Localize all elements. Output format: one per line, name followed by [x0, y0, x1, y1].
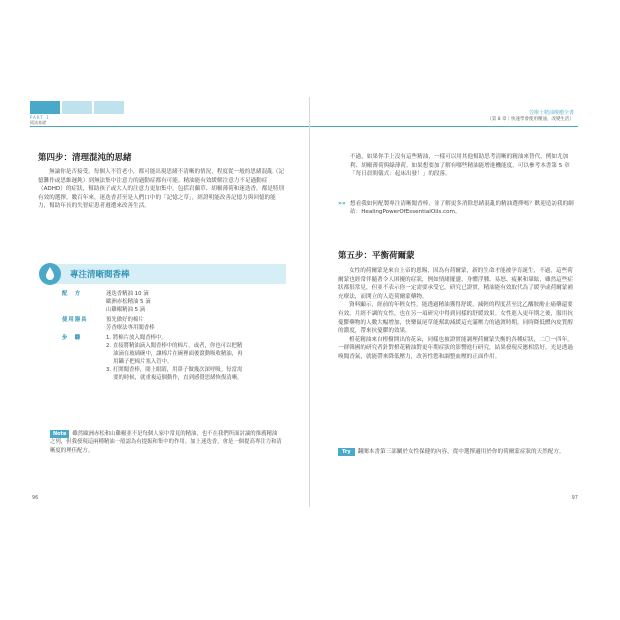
body-paragraph: 無論你是否接受，每個人不管老小，都可能出現思緒不清晰的情況，程度從一般的思緒混亂（記憶難作或思維遲鈍）到無法集中注意力的過動症都有可能。精油能有效緩解注意力不足過動症（ADHD）的症狀，幫助孩子或大人的注意力更加集中，包括岩蘭草、胡椒薄荷和迷迭香，都是特別有效的選擇。數百年來，迷迭香甚至是人們口中的「記憶之草」，經證明能改善記憶力與回憶的能力，幫助年長的失智症患者週遭來改善生活。 [38, 169, 284, 210]
formula-label: 配 方 [62, 291, 82, 297]
left-page [18, 97, 310, 507]
try-text: 翻閱本書第三部關於女性保健的內容，從中選擇適用於你的荷爾蒙症狀的天然配方。 [357, 449, 565, 455]
formula-item: 迷迭香精油 10 滴 [106, 291, 149, 297]
page-number: 97 [571, 495, 578, 501]
section-title: 第四步：清理混沌的思緒 [38, 153, 132, 163]
header-rule [30, 126, 309, 127]
recipe-title: 專注清晰閱香棒 [70, 270, 130, 280]
left-main-content [38, 151, 284, 211]
step-line: 2. 直接將精油滴入聞香棒中的棉片。或者，你也可以把精 [106, 343, 243, 349]
step-line: 用鑷子把棉片塞入管中。 [106, 359, 173, 365]
note-box [50, 430, 282, 455]
tip-block [338, 200, 578, 216]
right-section [338, 249, 578, 362]
recipe-title-bar [38, 264, 286, 284]
body-paragraph: 資料顯示，經前的年輕女性，能透過精油獲得舒緩，減輕的程度甚至比乙醯胺酚止痛藥還要有效。月經不調的女性，也在另一項研究中得到同樣的舒緩效果。女性進入更年期之後，服用抗憂鬱藥物的人數大幅增加，快樂鼠尾草能幫助減緩這充滿壓力的過渡時期，同時降低體內皮質醇的濃度，帶來抗憂鬱的效果。 [338, 302, 573, 335]
part-tab-active [30, 101, 60, 114]
recipe-block [62, 290, 284, 384]
formula-item: 山雞椒精油 5 滴 [106, 307, 146, 313]
tool-item: 芳香療法專用聞香棒 [106, 325, 155, 331]
steps-label: 步 驟 [62, 335, 82, 341]
step-line: 3. 打開聞香棒，閉上眼睛，用鼻子做幾次深呼吸。每當需 [106, 367, 243, 373]
formula-item: 歐洲赤松精油 5 滴 [106, 299, 151, 305]
running-head-title: 芳療士精油療癒全書 [528, 110, 574, 116]
tools-label: 使用器具 [62, 317, 88, 323]
header-rule [310, 126, 578, 127]
section-title: 第五步：平衡荷爾蒙 [338, 251, 415, 261]
part-label: PART 1 [30, 115, 50, 120]
try-box [338, 448, 578, 456]
try-badge: Try [338, 448, 355, 456]
recipe-formula [62, 290, 284, 314]
recipe-tools [62, 316, 284, 332]
page-number: 96 [32, 495, 39, 501]
step-line: 油滴在玻璃碗中，讓棉片在碗裡面後滾動吸收精油，再 [106, 351, 243, 357]
note-badge: Note [50, 430, 69, 438]
running-head-subtitle: （第 8 章｜快速學會使用精油，改變生活） [487, 117, 574, 122]
step-line: 要的時候，就重複這個動作，直到感覺思緒恢復清晰。 [106, 375, 243, 381]
part-subtitle: 精油基礎 [30, 120, 46, 125]
recipe-steps [62, 334, 284, 382]
tool-item: 預先做好的棉片 [106, 317, 144, 323]
part-tabs [30, 101, 124, 114]
body-paragraph: 不過，如果你手上沒有這些精油，一樣可以用其他幫助思考清晰的精油來替代，例如尤加利、胡椒薄荷與綠薄荷。如果想要加了解有哪些精油能增進機能度，可以參考本書第 5 章「每日晨間儀式：起床出發！」的段落。 [350, 154, 570, 178]
right-page [310, 97, 602, 507]
drop-icon [38, 262, 62, 286]
book-spread [18, 97, 602, 507]
tip-text: 想看我如何配製專注清晰聞香棒，並了解更多消除思緒混亂的精油選擇嗎？歡迎造訪我的網站：HealingPowerOfEssentialOils.com。 [350, 201, 574, 216]
note-text: 雖然歐洲赤松和山雞椒並不是每個人家中常見的精油，也不在我們所面討論的推薦精油之列，但我發現這兩種精油一般認為有提振和集中的作用。加上迷迭香，會是一個提高專注力和清晰度的理佳配方。 [50, 431, 282, 454]
step-line: 1. 將棉片放入聞香棒中。 [106, 335, 167, 341]
right-top-content [350, 153, 578, 179]
part-tab [62, 101, 92, 114]
body-paragraph: 女性的荷爾蒙是來自上帝的恩賜，因為有荷爾蒙，新的生命才能被孕育誕生，不過，這些荷爾蒙也經常伴隨著令人困擾的症狀，例如情緒擺盪、身體浮腫、易怒、疲累和暈眩，雖然這些症狀都很常見，但並不表示你一定需要承受它。研究已證實，精油能有效取代為了緩孕或荷爾蒙補充療法，而開立的人造荷爾蒙藥物。 [338, 268, 573, 300]
double-chevron-icon: »» [338, 200, 346, 207]
part-tab [94, 101, 124, 114]
body-paragraph: 橙花精油來自橙樹開出的花朵，同樣也被證實能調理荷爾蒙失衡的各種症狀，二〇一四年，一群韓國的研究者針對橙花精油對更年期症狀的影響進行研究，結果發現反應相當好，光是透過嗅聞香氣，就能帶來降低壓力，改善性慾和調整血壓的正面作用。 [338, 336, 573, 360]
